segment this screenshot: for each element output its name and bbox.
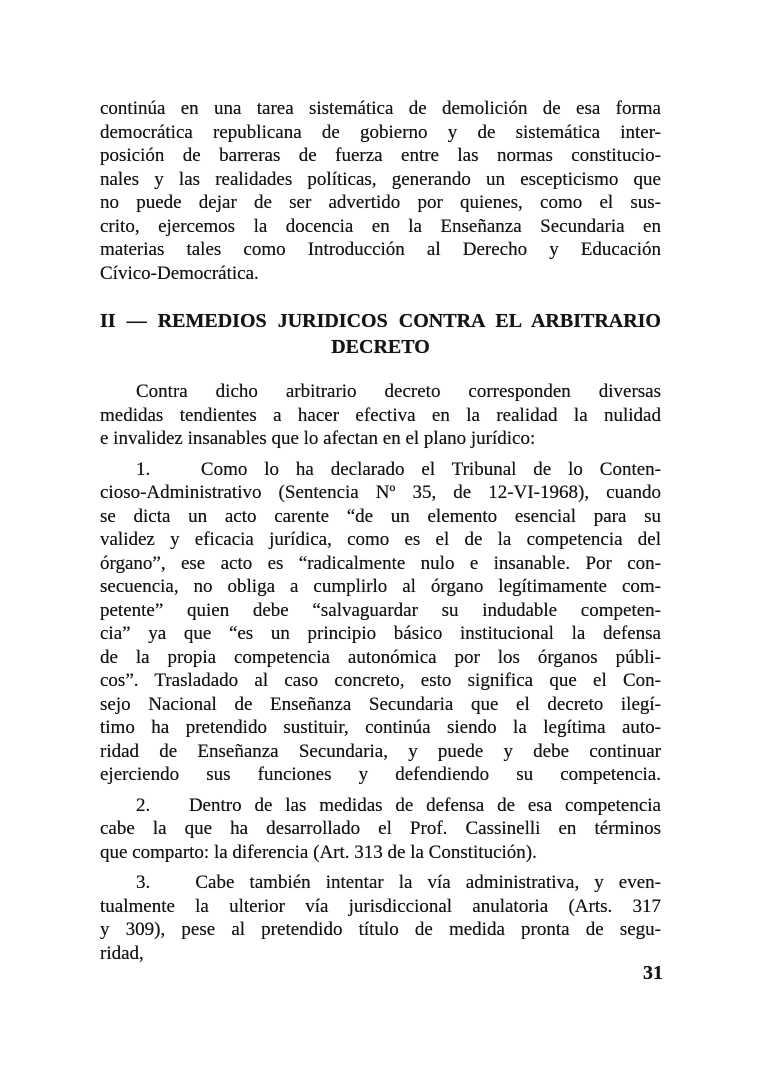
heading-line: DECRETO <box>331 336 430 358</box>
text-line: cos”. Trasladado al caso concreto, esto significa que el Con- <box>100 670 661 691</box>
text-line: sejo Nacional de Enseñanza Secundaria que el decreto ilegí- <box>100 693 661 715</box>
text-line: 1. Como lo ha declarado el Tribunal de lo Conten- <box>136 458 661 480</box>
text-line: posición de barreras de fuerza entre las normas constitucio- <box>100 145 661 166</box>
text-line: órgano”, ese acto es “radicalmente nulo e insanable. Por con- <box>100 552 661 574</box>
text-line: continúa en una tarea sistemática de demolición de esa forma <box>100 98 661 119</box>
text-line: que comparto: la diferencia (Art. 313 de la Constitución). <box>100 841 537 863</box>
text-line: Cívico-Democrática. <box>100 262 259 284</box>
heading-line: II — REMEDIOS JURIDICOS CONTRA EL ARBITRARIO <box>100 310 661 332</box>
text-line: y 309), pese al pretendido título de medida pronta de segu- <box>100 919 661 940</box>
paragraph <box>100 380 661 451</box>
text-line: 3. Cabe también intentar la vía administrativa, y even- <box>136 872 661 893</box>
text-block <box>100 97 661 965</box>
section-heading <box>100 308 661 360</box>
text-line: cabe la que ha desarrollado el Prof. Cassinelli en términos <box>100 818 661 839</box>
text-line: cia” ya que “es un principio básico institucional la defensa <box>100 623 661 644</box>
paragraph <box>100 97 661 285</box>
text-line: tualmente la ulterior vía jurisdiccional anulatoria (Arts. 317 <box>100 895 661 917</box>
text-line: democrática republicana de gobierno y de sistemática inter- <box>100 121 661 143</box>
paragraph <box>100 458 661 787</box>
text-line: no puede dejar de ser advertido por quienes, como el sus- <box>100 192 661 213</box>
text-line: 2. Dentro de las medidas de defensa de esa competencia <box>136 794 661 816</box>
text-line: materias tales como Introducción al Derecho y Educación <box>100 239 661 260</box>
text-line: crito, ejercemos la docencia en la Enseñanza Secundaria en <box>100 215 661 237</box>
text-line: ridad de Enseñanza Secundaria, y puede y debe continuar <box>100 740 661 762</box>
text-line: e invalidez insanables que lo afectan en el plano jurídico: <box>100 428 536 449</box>
page-number: 31 <box>643 962 663 984</box>
text-line: Contra dicho arbitrario decreto corresponden diversas <box>136 381 661 402</box>
text-line: ridad, <box>100 942 144 964</box>
text-line: petente” quien debe “salvaguardar su indudable competen- <box>100 599 661 621</box>
text-line: ejerciendo sus funciones y defendiendo su competencia. <box>100 764 661 785</box>
text-line: de la propia competencia autonómica por los órganos públi- <box>100 646 661 668</box>
text-line: validez y eficacia jurídica, como es el de la competencia del <box>100 529 661 550</box>
text-line: timo ha pretendido sustituir, continúa siendo la legítima auto- <box>100 717 661 738</box>
paragraph <box>100 871 661 965</box>
text-line: nales y las realidades políticas, generando un escepticismo que <box>100 168 661 190</box>
paragraph <box>100 794 661 865</box>
text-line: se dicta un acto carente “de un elemento esencial para su <box>100 505 661 527</box>
text-line: cioso-Administrativo (Sentencia Nº 35, de 12-VI-1968), cuando <box>100 482 661 503</box>
text-line: secuencia, no obliga a cumplirlo al órgano legítimamente com- <box>100 576 661 597</box>
text-line: medidas tendientes a hacer efectiva en la realidad la nulidad <box>100 404 661 426</box>
